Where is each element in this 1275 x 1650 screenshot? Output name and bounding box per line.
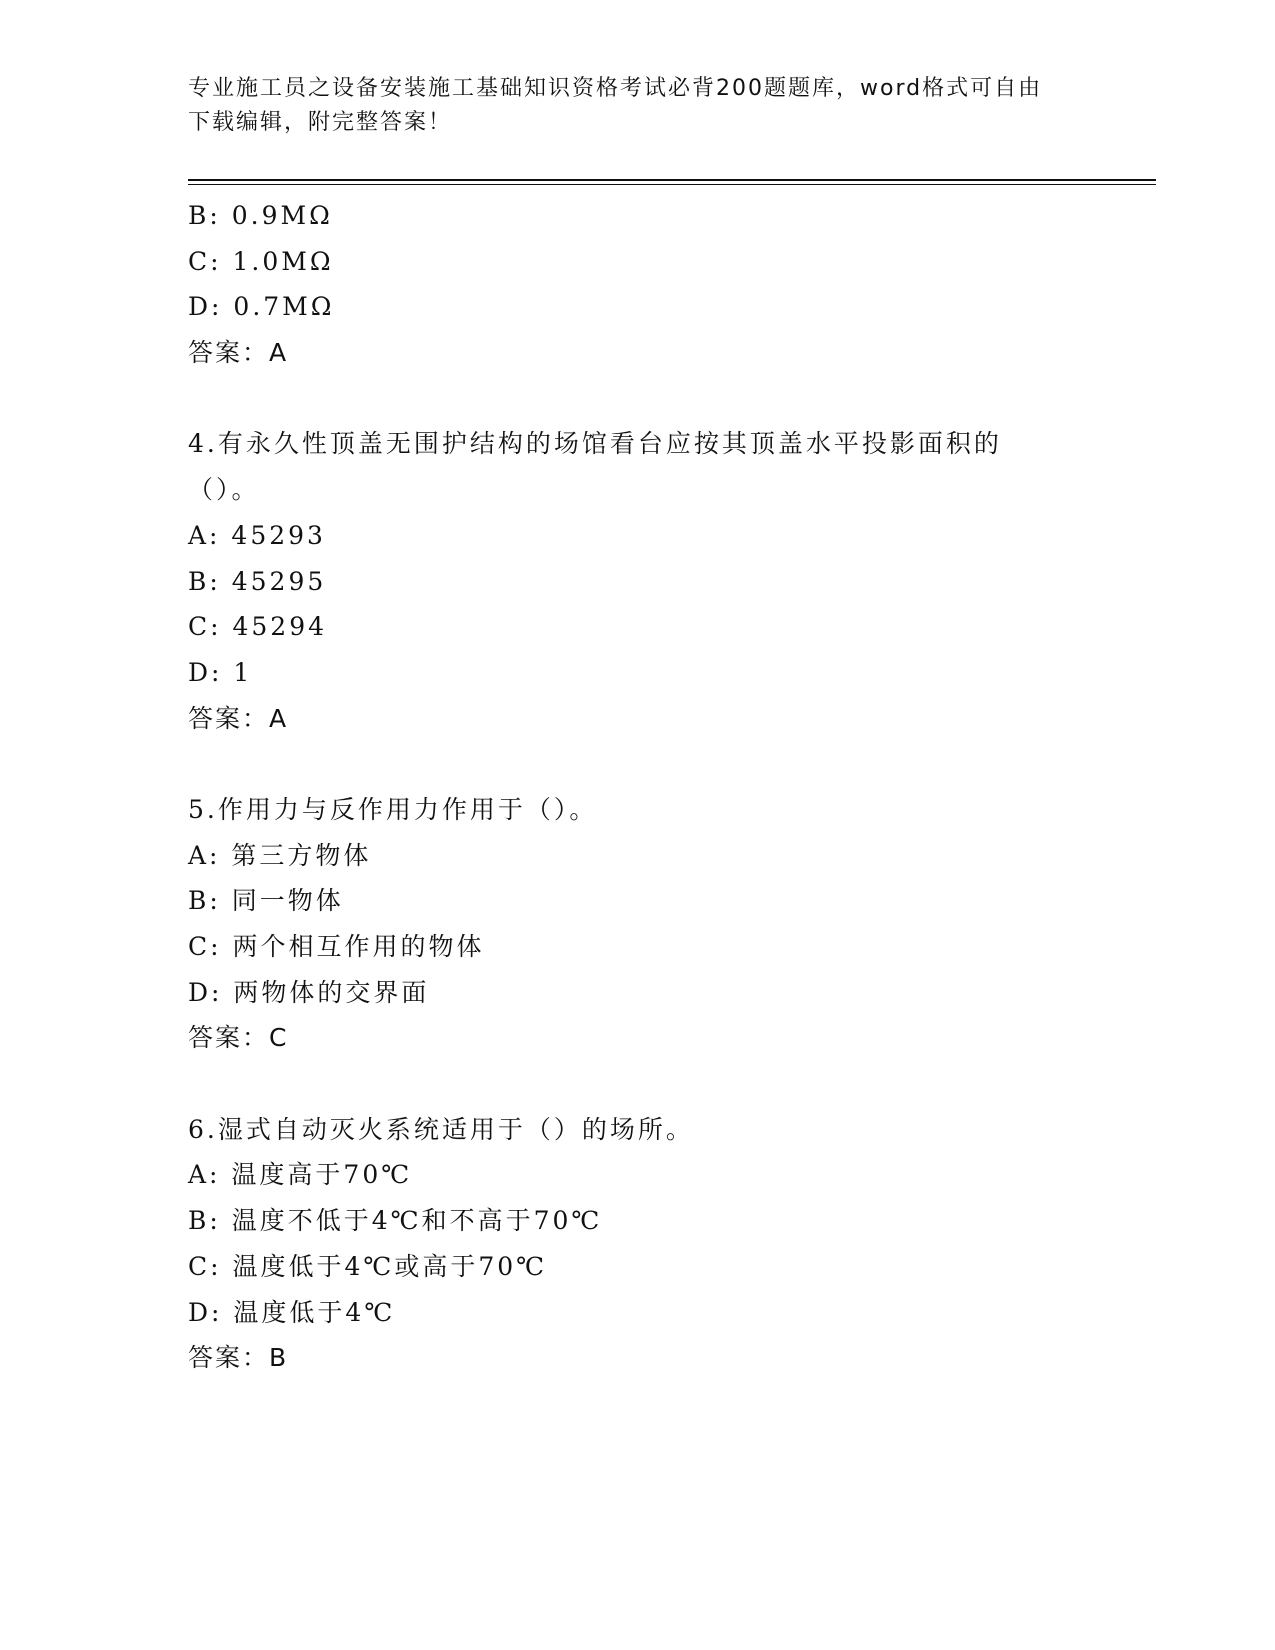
option-a: A: 第三方物体	[188, 840, 372, 870]
option-c: C: 两个相互作用的物体	[188, 932, 485, 962]
question-4	[188, 421, 1068, 741]
header-line-1: 专业施工员之设备安装施工基础知识资格考试必背200题题库，word格式可自由	[188, 76, 1043, 101]
previous-question	[188, 193, 1068, 376]
option-d: D: 两物体的交界面	[188, 977, 430, 1007]
option-d: D: 1	[188, 657, 253, 687]
question-6	[188, 1107, 1068, 1381]
option-b: B: 温度不低于4℃和不高于70℃	[188, 1206, 603, 1236]
question-text: 6.湿式自动灭火系统适用于（）的场所。	[188, 1114, 694, 1144]
option-a: A: 温度高于70℃	[188, 1160, 413, 1190]
option-d: D: 温度低于4℃	[188, 1297, 396, 1327]
header-divider-thick	[188, 179, 1156, 181]
answer: 答案：A	[188, 703, 289, 733]
spacer	[188, 376, 1068, 422]
answer: 答案：C	[188, 1023, 289, 1053]
option-b: B: 0.9MΩ	[188, 201, 333, 230]
document-header	[188, 72, 1068, 140]
answer: 答案：B	[188, 1343, 289, 1373]
spacer	[188, 741, 1068, 787]
question-text: 4.有永久性顶盖无围护结构的场馆看台应按其顶盖水平投影面积的（）。	[188, 429, 1002, 505]
option-d: D: 0.7MΩ	[188, 292, 335, 322]
header-line-2: 下载编辑，附完整答案！	[188, 110, 453, 135]
answer: 答案：A	[188, 338, 289, 368]
header-divider-thin	[188, 184, 1156, 185]
spacer	[188, 1061, 1068, 1107]
question-text: 5.作用力与反作用力作用于（）。	[188, 794, 598, 824]
option-c: C: 1.0MΩ	[188, 246, 334, 276]
option-c: C: 45294	[188, 612, 328, 642]
option-a: A: 45293	[188, 520, 326, 550]
option-b: B: 45295	[188, 566, 327, 596]
option-b: B: 同一物体	[188, 886, 344, 916]
option-c: C: 温度低于4℃或高于70℃	[188, 1251, 548, 1281]
question-5	[188, 787, 1068, 1061]
document-body	[188, 193, 1068, 1381]
